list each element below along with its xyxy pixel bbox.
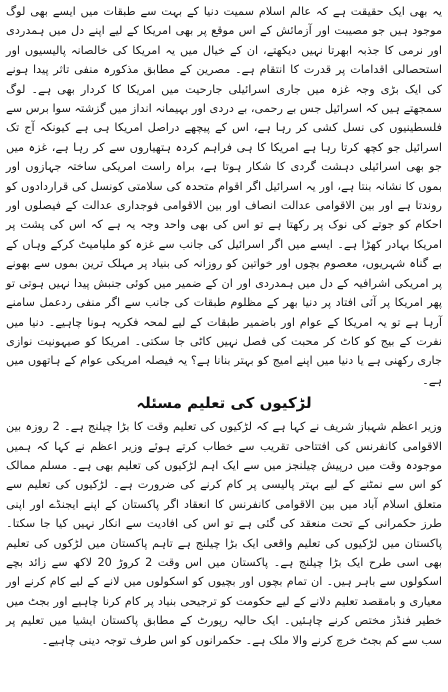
section-heading-girls-education: لڑکیوں کی تعلیم مسئلہ <box>136 394 312 413</box>
editorial-paragraph-us-israel: یہ بھی ایک حقیقت ہے کہ عالم اسلام سمیت دنیا کے بہت سے طبقات میں ایسے بھی لوگ موجود ہیں جو مصیبت اور آزمائش کے اس موقع پر بھی امریکا کے لیے اپنے دل میں ہمدردی اور نرمی کا جذبہ ابھرتا نہیں دیکھتے، ان کے خیال میں یہ امریکا کی خالصانہ پالیسیوں اور استحصالی اقدامات پر قدرت کا انتقام ہے۔ مصرین کے مطابق مذکورہ منفی تاثر پیدا ہونے کی ایک بڑی وجہ غزہ میں جاری اسرائیلی جارحیت میں امریکا کا کردار بھی ہے۔ لوگ سمجھتے ہیں کہ اسرائیل جس بے رحمی، بے دردی اور بہیمانہ انداز میں گزشتہ سوا برس سے فلسطینیوں کی نسل کشی کر رہا ہے، اس کے پیچھے دراصل امریکا ہی ہے کیونکہ آج تک اسرائیل جو کچھ کرتا رہا ہے امریکا کا ہی فراہم کردہ ہتھیاروں سے کر رہا ہے، غزہ میں جو بھی اسرائیلی دہشت گردی کا شکار ہوتا ہے، براہ راست امریکی ساختہ جہازوں اور بموں کا نشانہ بنتا ہے، اور یہ اسرائیل اگر اقوام متحدہ کی سلامتی کونسل کی قراردادوں کو روندتا ہے اور بین الاقوامی عدالت انصاف اور بین الاقوامی فوجداری عدالت کے فیصلوں اور احکام کو جوتے کی نوک پر رکھتا ہے تو اس کی بھی واحد وجہ یہ ہے کہ اس کی پشت پر امریکا بہادر کھڑا ہے۔ ایسے میں اگر اسرائیل کی جانب سے غزہ کو ملیامیٹ کرکے وہاں کے بے گناہ شہریوں، معصوم بچوں اور خواتین کو روزانہ کی بنیاد پر مہلک ترین بموں سے بھونے پر امریکی اشرافیہ کے دل میں ہمدردی اور ان کے ضمیر میں کوئی جنبش پیدا نہیں ہوتی تو پھر امریکا پر آئی افتاد پر دنیا بھر کے مظلوم طبقات کی جانب سے اگر منفی ردعمل سامنے آرہا ہے تو یہ امریکا کے عوام اور باضمیر طبقات کے لیے لمحہ فکریہ ہونا چاہیے۔ دنیا میں نفرت کے بیج کو کاٹ کر محبت کی فصل نہیں کاٹی جا سکتی۔ امریکا کو صیہونیت نوازی جاری رکھنی ہے یا دنیا میں اپنے امیج کو بہتر بنانا ہے؟ یہ فیصلہ امریکی عوام کے ہاتھوں میں ہے۔ <box>6 5 442 387</box>
editorial-paragraph-girls-education: وزیر اعظم شہباز شریف نے کہا ہے کہ لڑکیوں کی تعلیم وقت کا بڑا چیلنج ہے۔ 2 روزہ بین الاقوامی کانفرنس کی افتتاحی تقریب سے خطاب کرتے ہوئے وزیر اعظم نے کہا کہ ہمیں موجودہ وقت میں درپیش چیلنجز میں سے ایک اہم لڑکیوں کی تعلیم بھی ہے۔ مسلم ممالک کو اس سے نمٹنے کے لیے بہتر پالیسی پر کام کرنے کی ضرورت ہے۔ لڑکیوں کی تعلیم سے متعلق اسلام آباد میں بین الاقوامی کانفرنس کا انعقاد اگر پاکستان کے اپنے ایجنڈے اور اپنی طرز حکمرانی کے تحت منعقد کی گئی ہے تو اس کی افادیت سے انکار نہیں کیا جا سکتا۔ پاکستان میں لڑکیوں کی تعلیم واقعی ایک بڑا چیلنج ہے تاہم پاکستان میں لڑکوں کی تعلیم بھی اسی طرح ایک بڑا چیلنج ہے۔ پاکستان میں اس وقت 2 کروڑ 20 لاکھ سے زائد بچے اسکولوں سے باہر ہیں۔ ان تمام بچوں اور بچیوں کو اسکولوں میں لانے کے لیے کام کرنے اور معیاری و بامقصد تعلیم دلانے کے لیے حکومت کو ترجیحی بنیاد پر کام کرنا چاہیے اور بجٹ میں خطیر فنڈز مختص کرنے چاہئیں۔ ایک حالیہ رپورٹ کے مطابق پاکستان ایشیا میں تعلیم پر سب سے کم بجٹ خرچ کرنے والا ملک ہے۔ حکمرانوں کو اس طرف توجہ دینی چاہیے۔ <box>6 420 442 647</box>
